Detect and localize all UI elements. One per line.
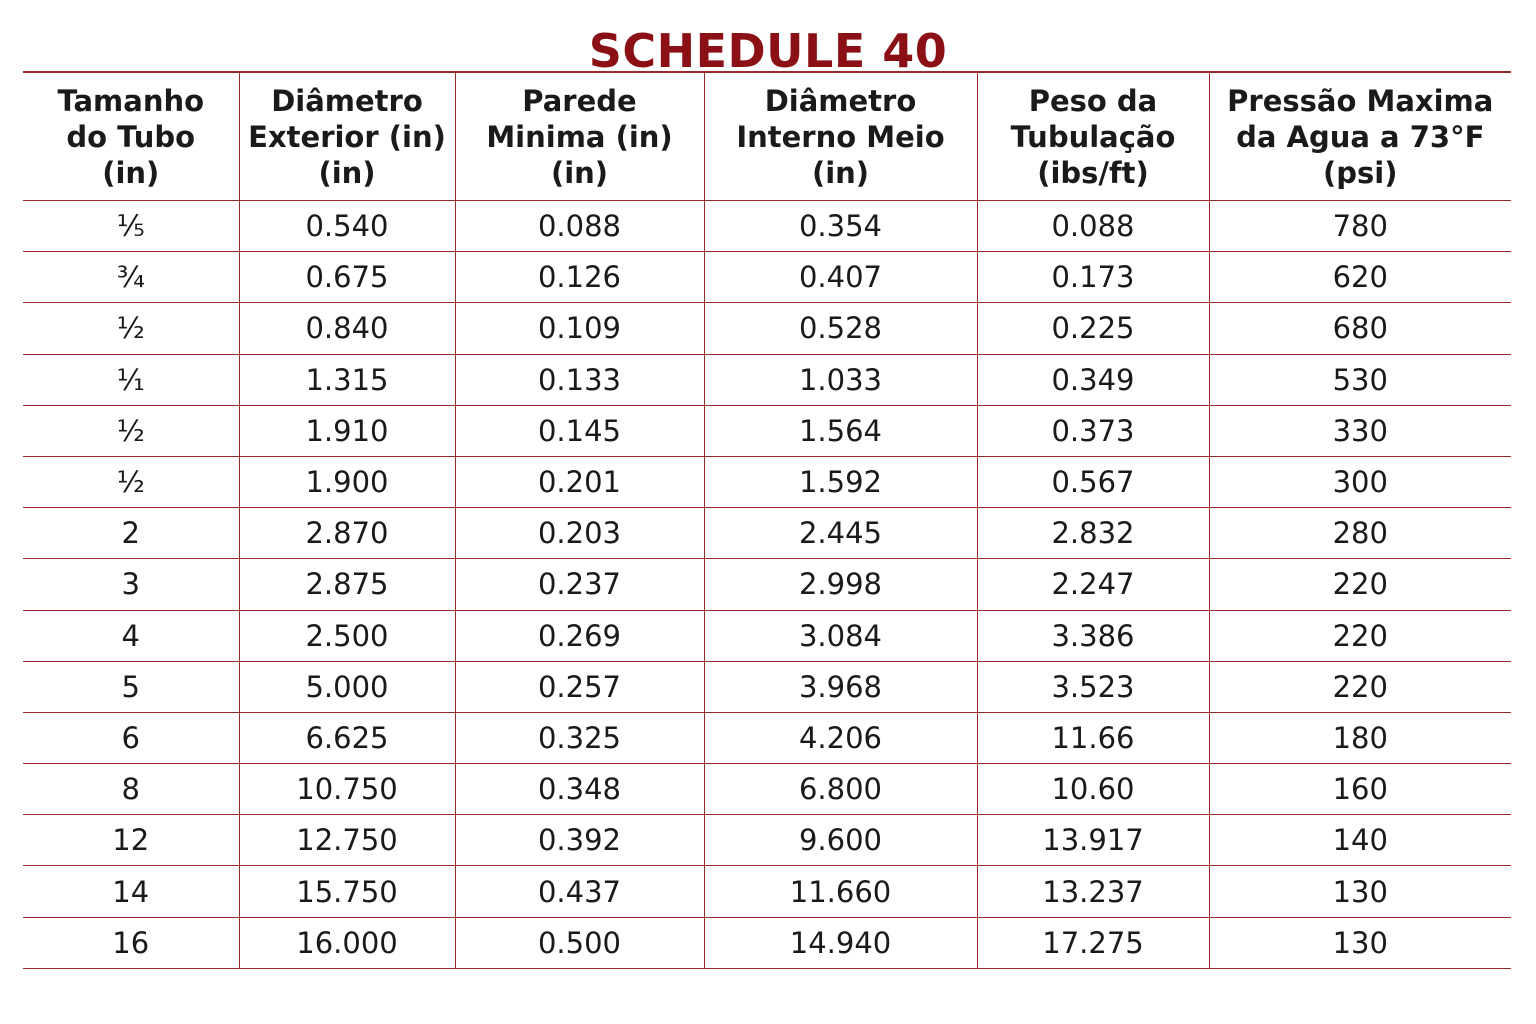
cell-min-wall: 0.109 xyxy=(455,303,704,354)
cell-pipe-weight: 2.247 xyxy=(977,559,1209,610)
cell-pipe-weight: 2.832 xyxy=(977,508,1209,559)
cell-max-pressure: 220 xyxy=(1209,661,1511,712)
header-line: (in) xyxy=(550,155,609,190)
header-line: (ibs/ft) xyxy=(1037,155,1149,190)
table-row xyxy=(23,815,1511,866)
header-row xyxy=(23,72,1511,201)
cell-inner-diameter: 0.528 xyxy=(704,303,977,354)
cell-pipe-size: ⅟₁ xyxy=(23,354,239,405)
cell-pipe-weight: 0.373 xyxy=(977,405,1209,456)
cell-min-wall: 0.392 xyxy=(455,815,704,866)
cell-outer-diameter: 12.750 xyxy=(239,815,455,866)
cell-pipe-size: ¾ xyxy=(23,252,239,303)
header-line: Diâmetro xyxy=(271,83,423,118)
cell-min-wall: 0.500 xyxy=(455,917,704,968)
cell-pipe-weight: 3.523 xyxy=(977,661,1209,712)
cell-pipe-size: ½ xyxy=(23,405,239,456)
cell-pipe-weight: 17.275 xyxy=(977,917,1209,968)
cell-outer-diameter: 1.910 xyxy=(239,405,455,456)
table-row xyxy=(23,610,1511,661)
cell-outer-diameter: 15.750 xyxy=(239,866,455,917)
cell-min-wall: 0.348 xyxy=(455,764,704,815)
table-row xyxy=(23,252,1511,303)
header-line: Interno Meio xyxy=(736,119,945,154)
cell-pipe-weight: 0.567 xyxy=(977,456,1209,507)
cell-outer-diameter: 1.315 xyxy=(239,354,455,405)
cell-pipe-weight: 3.386 xyxy=(977,610,1209,661)
cell-min-wall: 0.269 xyxy=(455,610,704,661)
cell-inner-diameter: 6.800 xyxy=(704,764,977,815)
header-line: Diâmetro xyxy=(764,83,917,118)
header-line: Tubulação xyxy=(1010,119,1176,154)
cell-outer-diameter: 2.875 xyxy=(239,559,455,610)
cell-max-pressure: 220 xyxy=(1209,610,1511,661)
cell-inner-diameter: 1.592 xyxy=(704,456,977,507)
table-row xyxy=(23,712,1511,763)
cell-max-pressure: 130 xyxy=(1209,866,1511,917)
table-row xyxy=(23,661,1511,712)
cell-max-pressure: 780 xyxy=(1209,201,1511,252)
cell-outer-diameter: 0.840 xyxy=(239,303,455,354)
cell-max-pressure: 300 xyxy=(1209,456,1511,507)
cell-pipe-size: ½ xyxy=(23,303,239,354)
cell-outer-diameter: 6.625 xyxy=(239,712,455,763)
cell-inner-diameter: 1.564 xyxy=(704,405,977,456)
cell-pipe-weight: 13.917 xyxy=(977,815,1209,866)
cell-pipe-size: 2 xyxy=(23,508,239,559)
cell-pipe-weight: 13.237 xyxy=(977,866,1209,917)
cell-pipe-size: ⅕ xyxy=(23,201,239,252)
cell-pipe-size: 8 xyxy=(23,764,239,815)
cell-outer-diameter: 5.000 xyxy=(239,661,455,712)
cell-pipe-weight: 11.66 xyxy=(977,712,1209,763)
header-line: (in) xyxy=(318,155,376,190)
cell-min-wall: 0.237 xyxy=(455,559,704,610)
table-row xyxy=(23,354,1511,405)
header-min-wall xyxy=(455,72,704,201)
cell-pipe-size: 4 xyxy=(23,610,239,661)
table-row xyxy=(23,405,1511,456)
cell-outer-diameter: 1.900 xyxy=(239,456,455,507)
cell-outer-diameter: 10.750 xyxy=(239,764,455,815)
cell-min-wall: 0.088 xyxy=(455,201,704,252)
header-line: Exterior (in) xyxy=(248,119,446,154)
cell-outer-diameter: 2.870 xyxy=(239,508,455,559)
table-row xyxy=(23,559,1511,610)
header-line: Tamanho xyxy=(57,83,205,118)
table-row xyxy=(23,917,1511,968)
header-pipe-size xyxy=(23,72,239,201)
cell-pipe-weight: 0.349 xyxy=(977,354,1209,405)
header-line: Pressão Maxima xyxy=(1227,83,1494,118)
cell-pipe-size: 6 xyxy=(23,712,239,763)
cell-inner-diameter: 1.033 xyxy=(704,354,977,405)
table-row xyxy=(23,866,1511,917)
cell-inner-diameter: 9.600 xyxy=(704,815,977,866)
cell-max-pressure: 280 xyxy=(1209,508,1511,559)
header-line: do Tubo xyxy=(66,119,196,154)
cell-pipe-weight: 0.173 xyxy=(977,252,1209,303)
cell-max-pressure: 330 xyxy=(1209,405,1511,456)
cell-pipe-weight: 0.088 xyxy=(977,201,1209,252)
header-line: Minima (in) xyxy=(486,119,673,154)
cell-pipe-size: ½ xyxy=(23,456,239,507)
cell-pipe-size: 3 xyxy=(23,559,239,610)
cell-inner-diameter: 2.998 xyxy=(704,559,977,610)
cell-pipe-size: 12 xyxy=(23,815,239,866)
cell-max-pressure: 620 xyxy=(1209,252,1511,303)
cell-max-pressure: 130 xyxy=(1209,917,1511,968)
cell-max-pressure: 180 xyxy=(1209,712,1511,763)
header-max-pressure xyxy=(1209,72,1511,201)
cell-min-wall: 0.437 xyxy=(455,866,704,917)
table-row xyxy=(23,456,1511,507)
page-title: SCHEDULE 40 xyxy=(588,24,948,78)
header-line: (psi) xyxy=(1323,155,1398,190)
cell-pipe-size: 5 xyxy=(23,661,239,712)
cell-min-wall: 0.201 xyxy=(455,456,704,507)
cell-inner-diameter: 3.968 xyxy=(704,661,977,712)
cell-max-pressure: 220 xyxy=(1209,559,1511,610)
table-row xyxy=(23,508,1511,559)
cell-inner-diameter: 3.084 xyxy=(704,610,977,661)
cell-inner-diameter: 2.445 xyxy=(704,508,977,559)
cell-max-pressure: 680 xyxy=(1209,303,1511,354)
header-line: Peso da xyxy=(1028,83,1158,118)
cell-max-pressure: 530 xyxy=(1209,354,1511,405)
header-outer-diameter xyxy=(239,72,455,201)
cell-max-pressure: 160 xyxy=(1209,764,1511,815)
cell-outer-diameter: 2.500 xyxy=(239,610,455,661)
table-row xyxy=(23,303,1511,354)
cell-pipe-weight: 10.60 xyxy=(977,764,1209,815)
table-body xyxy=(23,201,1511,969)
cell-inner-diameter: 11.660 xyxy=(704,866,977,917)
cell-min-wall: 0.145 xyxy=(455,405,704,456)
cell-outer-diameter: 16.000 xyxy=(239,917,455,968)
header-line: da Agua a 73°F xyxy=(1236,119,1485,154)
header-line: Parede xyxy=(522,83,637,118)
header-inner-diameter xyxy=(704,72,977,201)
cell-pipe-size: 16 xyxy=(23,917,239,968)
cell-pipe-weight: 0.225 xyxy=(977,303,1209,354)
cell-min-wall: 0.133 xyxy=(455,354,704,405)
header-pipe-weight xyxy=(977,72,1209,201)
cell-min-wall: 0.257 xyxy=(455,661,704,712)
cell-inner-diameter: 14.940 xyxy=(704,917,977,968)
header-line: (in) xyxy=(811,155,870,190)
cell-pipe-size: 14 xyxy=(23,866,239,917)
cell-inner-diameter: 0.354 xyxy=(704,201,977,252)
cell-outer-diameter: 0.675 xyxy=(239,252,455,303)
schedule-table-container xyxy=(23,71,1511,969)
cell-min-wall: 0.126 xyxy=(455,252,704,303)
cell-inner-diameter: 4.206 xyxy=(704,712,977,763)
cell-inner-diameter: 0.407 xyxy=(704,252,977,303)
header-line: (in) xyxy=(102,155,160,190)
table-header xyxy=(23,72,1511,201)
cell-outer-diameter: 0.540 xyxy=(239,201,455,252)
cell-min-wall: 0.203 xyxy=(455,508,704,559)
schedule-table xyxy=(23,71,1511,969)
cell-max-pressure: 140 xyxy=(1209,815,1511,866)
cell-min-wall: 0.325 xyxy=(455,712,704,763)
table-row xyxy=(23,201,1511,252)
table-row xyxy=(23,764,1511,815)
